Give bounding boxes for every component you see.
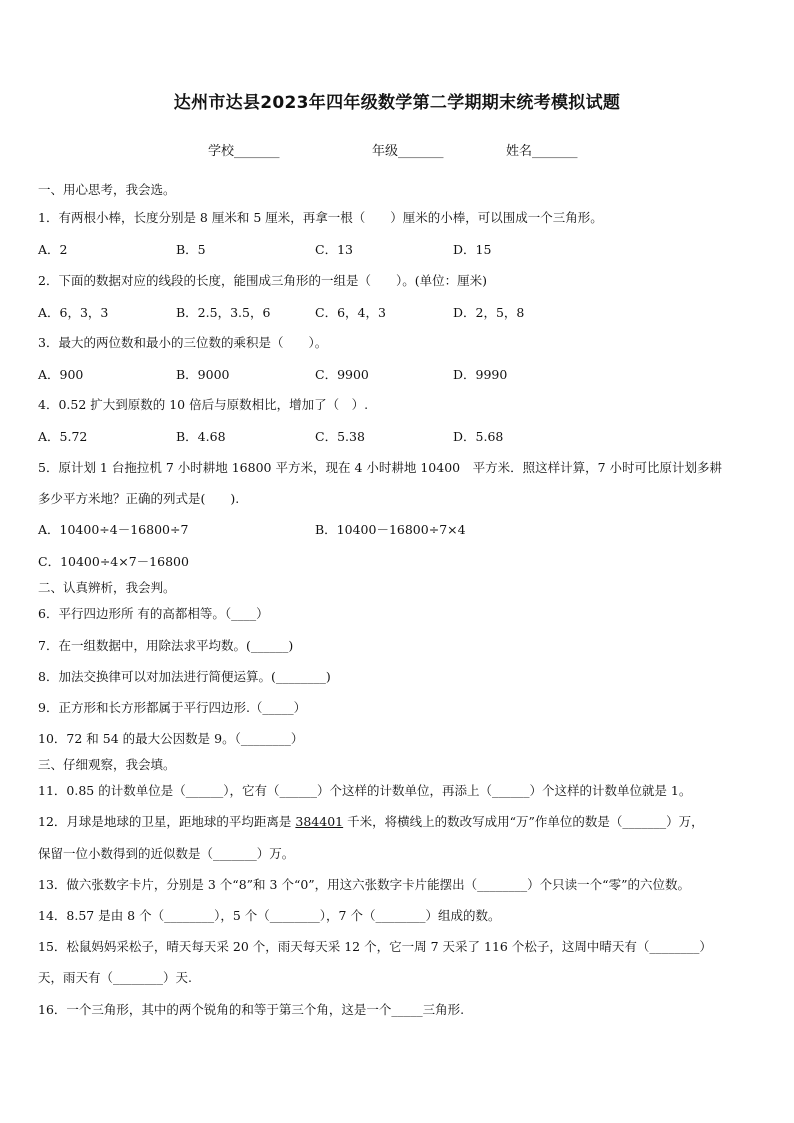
question-8: 8．加法交换律可以对加法进行简便运算。(________) (38, 669, 331, 684)
q12-text-post: 千米，将横线上的数改写成用“万”作单位的数是（_______）万， (343, 814, 704, 829)
q3-option-a: A．900 (38, 367, 84, 382)
q4-option-a: A．5.72 (38, 429, 88, 444)
q3-option-b: B．9000 (176, 367, 230, 382)
question-3: 3．最大的两位数和最小的三位数的乘积是（ ）。 (38, 335, 328, 350)
page-title: 达州市达县2023年四年级数学第二学期期末统考模拟试题 (173, 93, 621, 113)
q3-option-d: D．9990 (453, 367, 508, 382)
school-field: 学校_______ (208, 144, 280, 159)
question-1: 1．有两根小棒，长度分别是 8 厘米和 5 厘米，再拿一根（ ）厘米的小棒，可以围成一个三角形。 (38, 210, 603, 225)
q1-option-a: A．2 (38, 242, 68, 257)
section-heading: 一、用心思考，我会选。 (38, 182, 176, 197)
question-4: 4．0.52 扩大到原数的 10 倍后与原数相比，增加了（ ）. (38, 397, 369, 412)
q4-option-d: D．5.68 (453, 429, 504, 444)
q2-option-c: C．6，4，3 (315, 305, 386, 320)
question-10: 10．72 和 54 的最大公因数是 9。（________） (38, 731, 304, 746)
question-15-line-1: 15．松鼠妈妈采松子，晴天每天采 20 个，雨天每天采 12 个，它一周 7 天采了 116 个松子，这周中晴天有（________） (38, 939, 712, 954)
grade-field: 年级_______ (372, 144, 444, 159)
q4-option-c: C．5.38 (315, 429, 365, 444)
question-9: 9．正方形和长方形都属于平行四边形.（_____） (38, 700, 307, 715)
question-12-line-1 (38, 812, 704, 830)
q2-option-a: A．6，3，3 (38, 305, 109, 320)
question-6: 6．平行四边形所 有的高都相等。（____） (38, 606, 269, 621)
section-heading: 二、认真辨析，我会判。 (38, 580, 176, 595)
question-11: 11．0.85 的计数单位是（______），它有（______）个这样的计数单位，再添上（______）个这样的计数单位就是 1。 (38, 783, 692, 798)
q2-option-b: B．2.5，3.5，6 (176, 305, 271, 320)
name-field: 姓名_______ (506, 144, 578, 159)
q4-option-b: B．4.68 (176, 429, 226, 444)
q5-option-a: A．10400÷4－16800÷7 (38, 522, 189, 537)
question-5-line-1: 5．原计划 1 台拖拉机 7 小时耕地 16800 平方米，现在 4 小时耕地 10400 平方米．照这样计算，7 小时可比原计划多耕 (38, 460, 723, 475)
question-15-line-2: 天，雨天有（________）天. (38, 970, 192, 985)
question-7: 7．在一组数据中，用除法求平均数。(______) (38, 638, 294, 653)
q3-option-c: C．9900 (315, 367, 369, 382)
question-12-line-2: 保留一位小数得到的近似数是（_______）万。 (38, 846, 295, 861)
q5-option-c: C．10400÷4×7－16800 (38, 554, 189, 569)
q12-underlined-number: 384401 (295, 814, 344, 829)
q1-option-b: B．5 (176, 242, 206, 257)
question-13: 13．做六张数字卡片，分别是 3 个“8”和 3 个“0”，用这六张数字卡片能摆出（________）个只读一个“零”的六位数。 (38, 877, 690, 892)
q5-option-b: B．10400－16800÷7×4 (315, 522, 466, 537)
q2-option-d: D．2，5，8 (453, 305, 525, 320)
q1-option-d: D．15 (453, 242, 492, 257)
question-14: 14．8.57 是由 8 个（________），5 个（________），7 个（________）组成的数。 (38, 908, 501, 923)
question-16: 16．一个三角形，其中的两个锐角的和等于第三个角，这是一个_____三角形. (38, 1002, 465, 1017)
q1-option-c: C．13 (315, 242, 353, 257)
question-5-line-2: 多少平方米地？正确的列式是( ). (38, 491, 240, 506)
section-heading: 三、仔细观察，我会填。 (38, 757, 176, 772)
q12-text-pre: 12．月球是地球的卫星，距地球的平均距离是 (38, 814, 296, 829)
question-2: 2．下面的数据对应的线段的长度，能围成三角形的一组是（ ）。(单位：厘米) (38, 273, 487, 288)
